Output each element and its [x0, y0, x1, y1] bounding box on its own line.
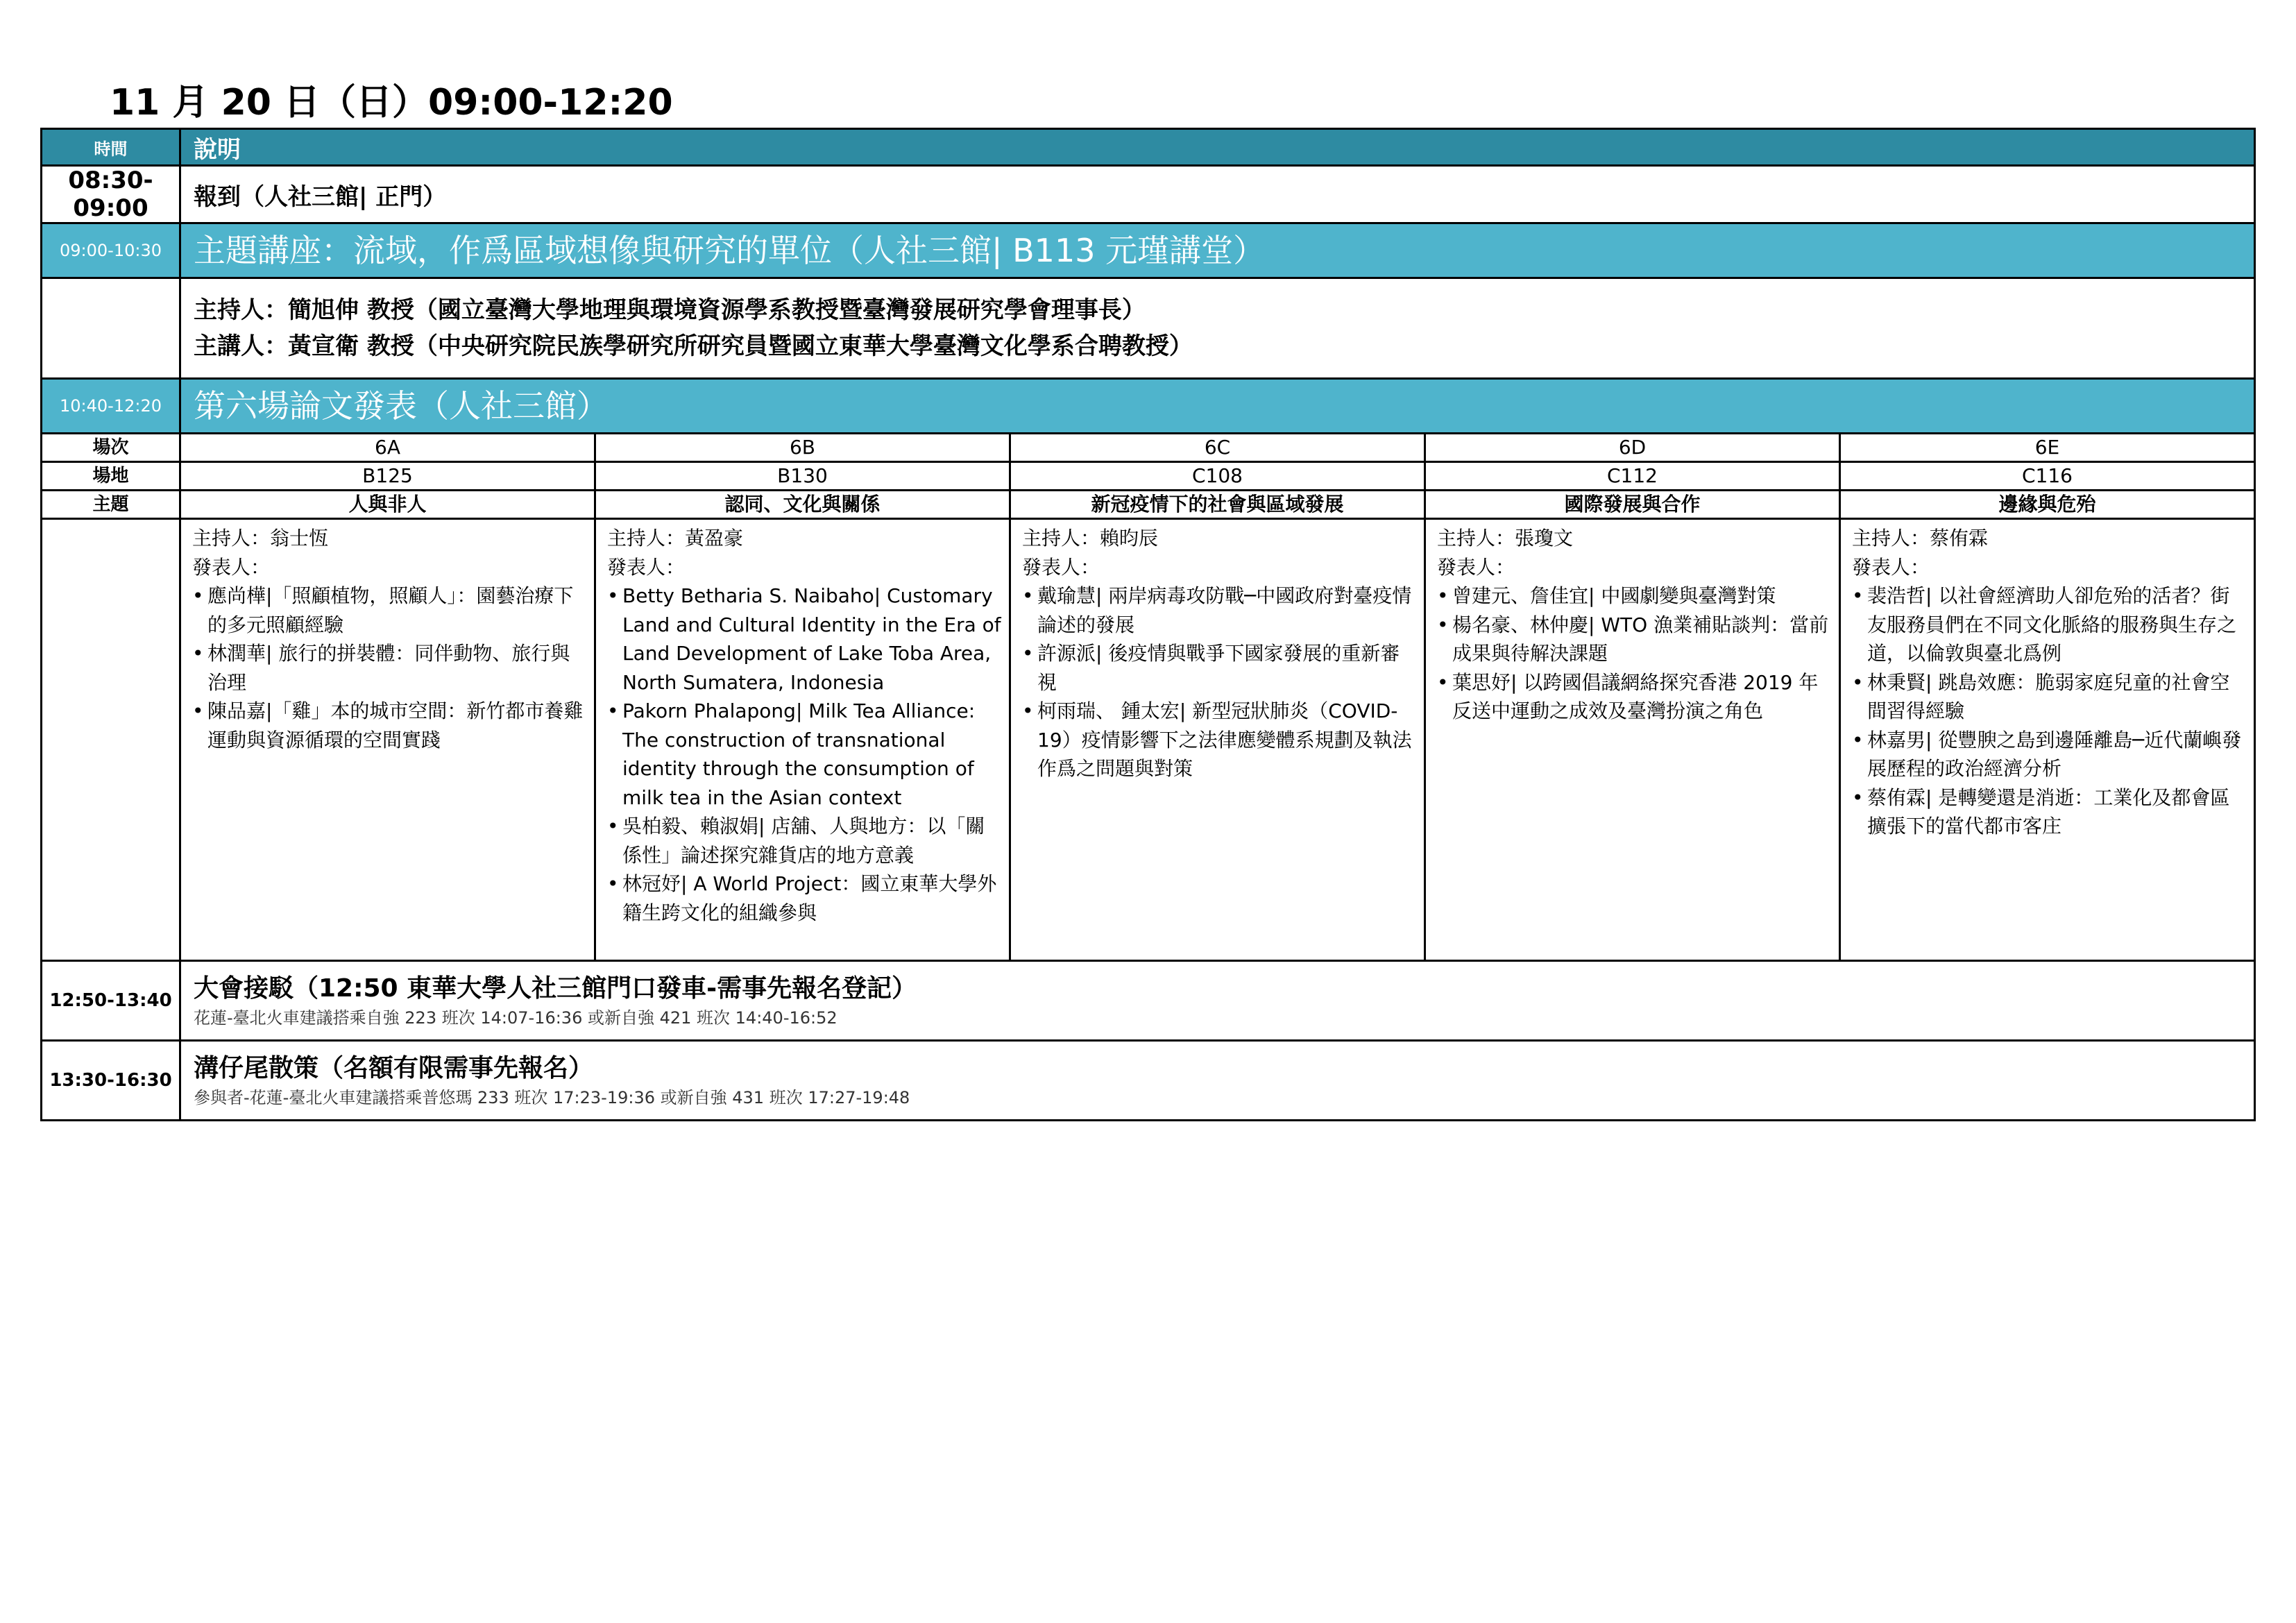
session-host: 主持人：翁士恆	[192, 527, 329, 550]
paper-item: • Pakorn Phalapong| Milk Tea Alliance: The construction of transnational identity through the consumption of milk tea in the Asian context	[607, 697, 1002, 812]
shuttle-note: 花蓮-臺北火車建議搭乘自強 223 班次 14:07-16:36 或新自強 421 班次 14:40-16:52	[194, 1008, 837, 1028]
walk-note: 參與者-花蓮-臺北火車建議搭乘普悠瑪 233 班次 17:23-19:36 或新自強 431 班次 17:27-19:48	[194, 1088, 910, 1107]
session-host: 主持人：黃盈豪	[607, 527, 744, 550]
paper-item: • 應尚樺|「照顧植物，照顧人」：園藝治療下的多元照顧經驗	[192, 581, 587, 639]
session-row	[42, 379, 2255, 434]
details-row	[42, 519, 2255, 961]
header-time: 時間	[42, 129, 180, 166]
keynote-time: 09:00-10:30	[42, 223, 180, 278]
paper-item: • 柯雨瑞、 鍾太宏| 新型冠狀肺炎（COVID-19）疫情影響下之法律應變體系規劃及執法作爲之問題與對策	[1022, 697, 1417, 783]
session-detail-6a	[180, 519, 595, 961]
paper-list	[1437, 581, 1832, 726]
venue-label: 場地	[42, 462, 180, 491]
page-title: 11 月 20 日（日）09:00-12:20	[110, 82, 673, 124]
session-host: 主持人：賴昀辰	[1022, 527, 1159, 550]
paper-item: • 楊名豪、林仲慶| WTO 漁業補貼談判：當前成果與待解決課題	[1437, 611, 1832, 668]
session-host: 主持人：蔡侑霖	[1852, 527, 1989, 550]
session-host: 主持人：張瓊文	[1437, 527, 1574, 550]
session-theme: 新冠疫情下的社會與區域發展	[1010, 491, 1425, 519]
session-time: 10:40-12:20	[42, 379, 180, 434]
paper-item: • 蔡侑霖| 是轉變還是消逝：工業化及都會區擴張下的當代都市客庄	[1852, 783, 2247, 841]
session-detail-6d	[1425, 519, 1840, 961]
presenters-label: 發表人：	[1022, 555, 1100, 579]
paper-item: • 葉思妤| 以跨國倡議網絡探究香港 2019 年反送中運動之成效及臺灣扮演之角色	[1437, 668, 1832, 726]
walk-row	[42, 1041, 2255, 1121]
session-theme: 人與非人	[180, 491, 595, 519]
venue: C108	[1010, 462, 1425, 491]
header-desc: 說明	[180, 129, 2255, 166]
session-id: 6B	[595, 434, 1010, 462]
schedule-table-wrap	[40, 128, 2256, 1121]
walk-title: 溝仔尾散策（名額有限需事先報名）	[194, 1054, 594, 1082]
session-detail-6e	[1840, 519, 2255, 961]
paper-list	[192, 581, 587, 754]
paper-item: • 林潤華| 旅行的拼裝體：同伴動物、旅行與治理	[192, 639, 587, 697]
presenters-label: 發表人：	[1852, 555, 1930, 579]
session-detail-6b	[595, 519, 1010, 961]
keynote-row	[42, 223, 2255, 278]
session-theme: 國際發展與合作	[1425, 491, 1840, 519]
shuttle-title: 大會接駁（12:50 東華大學人社三館門口發車-需事先報名登記）	[194, 974, 917, 1003]
paper-list	[607, 581, 1002, 927]
paper-list	[1022, 581, 1417, 783]
theme-row	[42, 491, 2255, 519]
session-theme: 認同、文化與關係	[595, 491, 1010, 519]
details-time	[42, 519, 180, 961]
paper-item: • 陳品嘉|「雞」本的城市空間：新竹都市養雞運動與資源循環的空間實踐	[192, 697, 587, 754]
session-theme: 邊緣與危殆	[1840, 491, 2255, 519]
session-id: 6C	[1010, 434, 1425, 462]
presenters-label: 發表人：	[1437, 555, 1515, 579]
walk-desc	[180, 1041, 2255, 1121]
session-id: 6A	[180, 434, 595, 462]
venue: B125	[180, 462, 595, 491]
keynote-title: 主題講座：流域，作爲區域想像與研究的單位（人社三館| B113 元瑾講堂）	[180, 223, 2255, 278]
paper-list	[1852, 581, 2247, 841]
venue-row	[42, 462, 2255, 491]
presenters-label: 發表人：	[607, 555, 686, 579]
keynote-hosts-row	[42, 278, 2255, 379]
session-detail-6c	[1010, 519, 1425, 961]
session-id: 6D	[1425, 434, 1840, 462]
paper-item: • 林秉賢| 跳島效應：脆弱家庭兒童的社會空間習得經驗	[1852, 668, 2247, 726]
theme-label: 主題	[42, 491, 180, 519]
paper-item: • 林嘉男| 從豐腴之島到邊陲離島─近代蘭嶼發展歷程的政治經濟分析	[1852, 726, 2247, 783]
paper-item: • Betty Betharia S. Naibaho| Customary Land and Cultural Identity in the Era of Land Development of Lake Toba Area, North Sumatera, Indonesia	[607, 581, 1002, 697]
shuttle-desc	[180, 961, 2255, 1041]
paper-item: • 許源派| 後疫情與戰爭下國家發展的重新審視	[1022, 639, 1417, 697]
session-id-label: 場次	[42, 434, 180, 462]
session-id-row	[42, 434, 2255, 462]
paper-item: • 林冠妤| A World Project：國立東華大學外籍生跨文化的組織參與	[607, 869, 1002, 927]
venue: C112	[1425, 462, 1840, 491]
registration-text: 報到（人社三館| 正門）	[180, 166, 2255, 223]
paper-item: • 裴浩哲| 以社會經濟助人卻危殆的活者？街友服務員們在不同文化脈絡的服務與生存之道，以倫敦與臺北爲例	[1852, 581, 2247, 668]
paper-item: • 戴瑜慧| 兩岸病毒攻防戰─中國政府對臺疫情論述的發展	[1022, 581, 1417, 639]
shuttle-row	[42, 961, 2255, 1041]
session-title: 第六場論文發表（人社三館）	[180, 379, 2255, 434]
walk-time: 13:30-16:30	[42, 1041, 180, 1121]
venue: B130	[595, 462, 1010, 491]
shuttle-time: 12:50-13:40	[42, 961, 180, 1041]
paper-item: • 曾建元、詹佳宜| 中國劇變與臺灣對策	[1437, 581, 1832, 611]
keynote-speaker: 主講人：黃宣衛 教授（中央研究院民族學研究所研究員暨國立東華大學臺灣文化學系合聘教授）	[194, 332, 1193, 360]
venue: C116	[1840, 462, 2255, 491]
presenters-label: 發表人：	[192, 555, 271, 579]
keynote-host: 主持人：簡旭伸 教授（國立臺灣大學地理與環境資源學系教授暨臺灣發展研究學會理事長）	[194, 296, 1146, 324]
registration-row	[42, 166, 2255, 223]
registration-time: 08:30-09:00	[42, 166, 180, 223]
schedule-table	[40, 128, 2256, 1121]
paper-item: • 吳柏毅、賴淑娟| 店舖、人與地方：以「關係性」論述探究雜貨店的地方意義	[607, 812, 1002, 869]
header-row	[42, 129, 2255, 166]
session-id: 6E	[1840, 434, 2255, 462]
keynote-hosts	[180, 278, 2255, 379]
keynote-hosts-time	[42, 278, 180, 379]
